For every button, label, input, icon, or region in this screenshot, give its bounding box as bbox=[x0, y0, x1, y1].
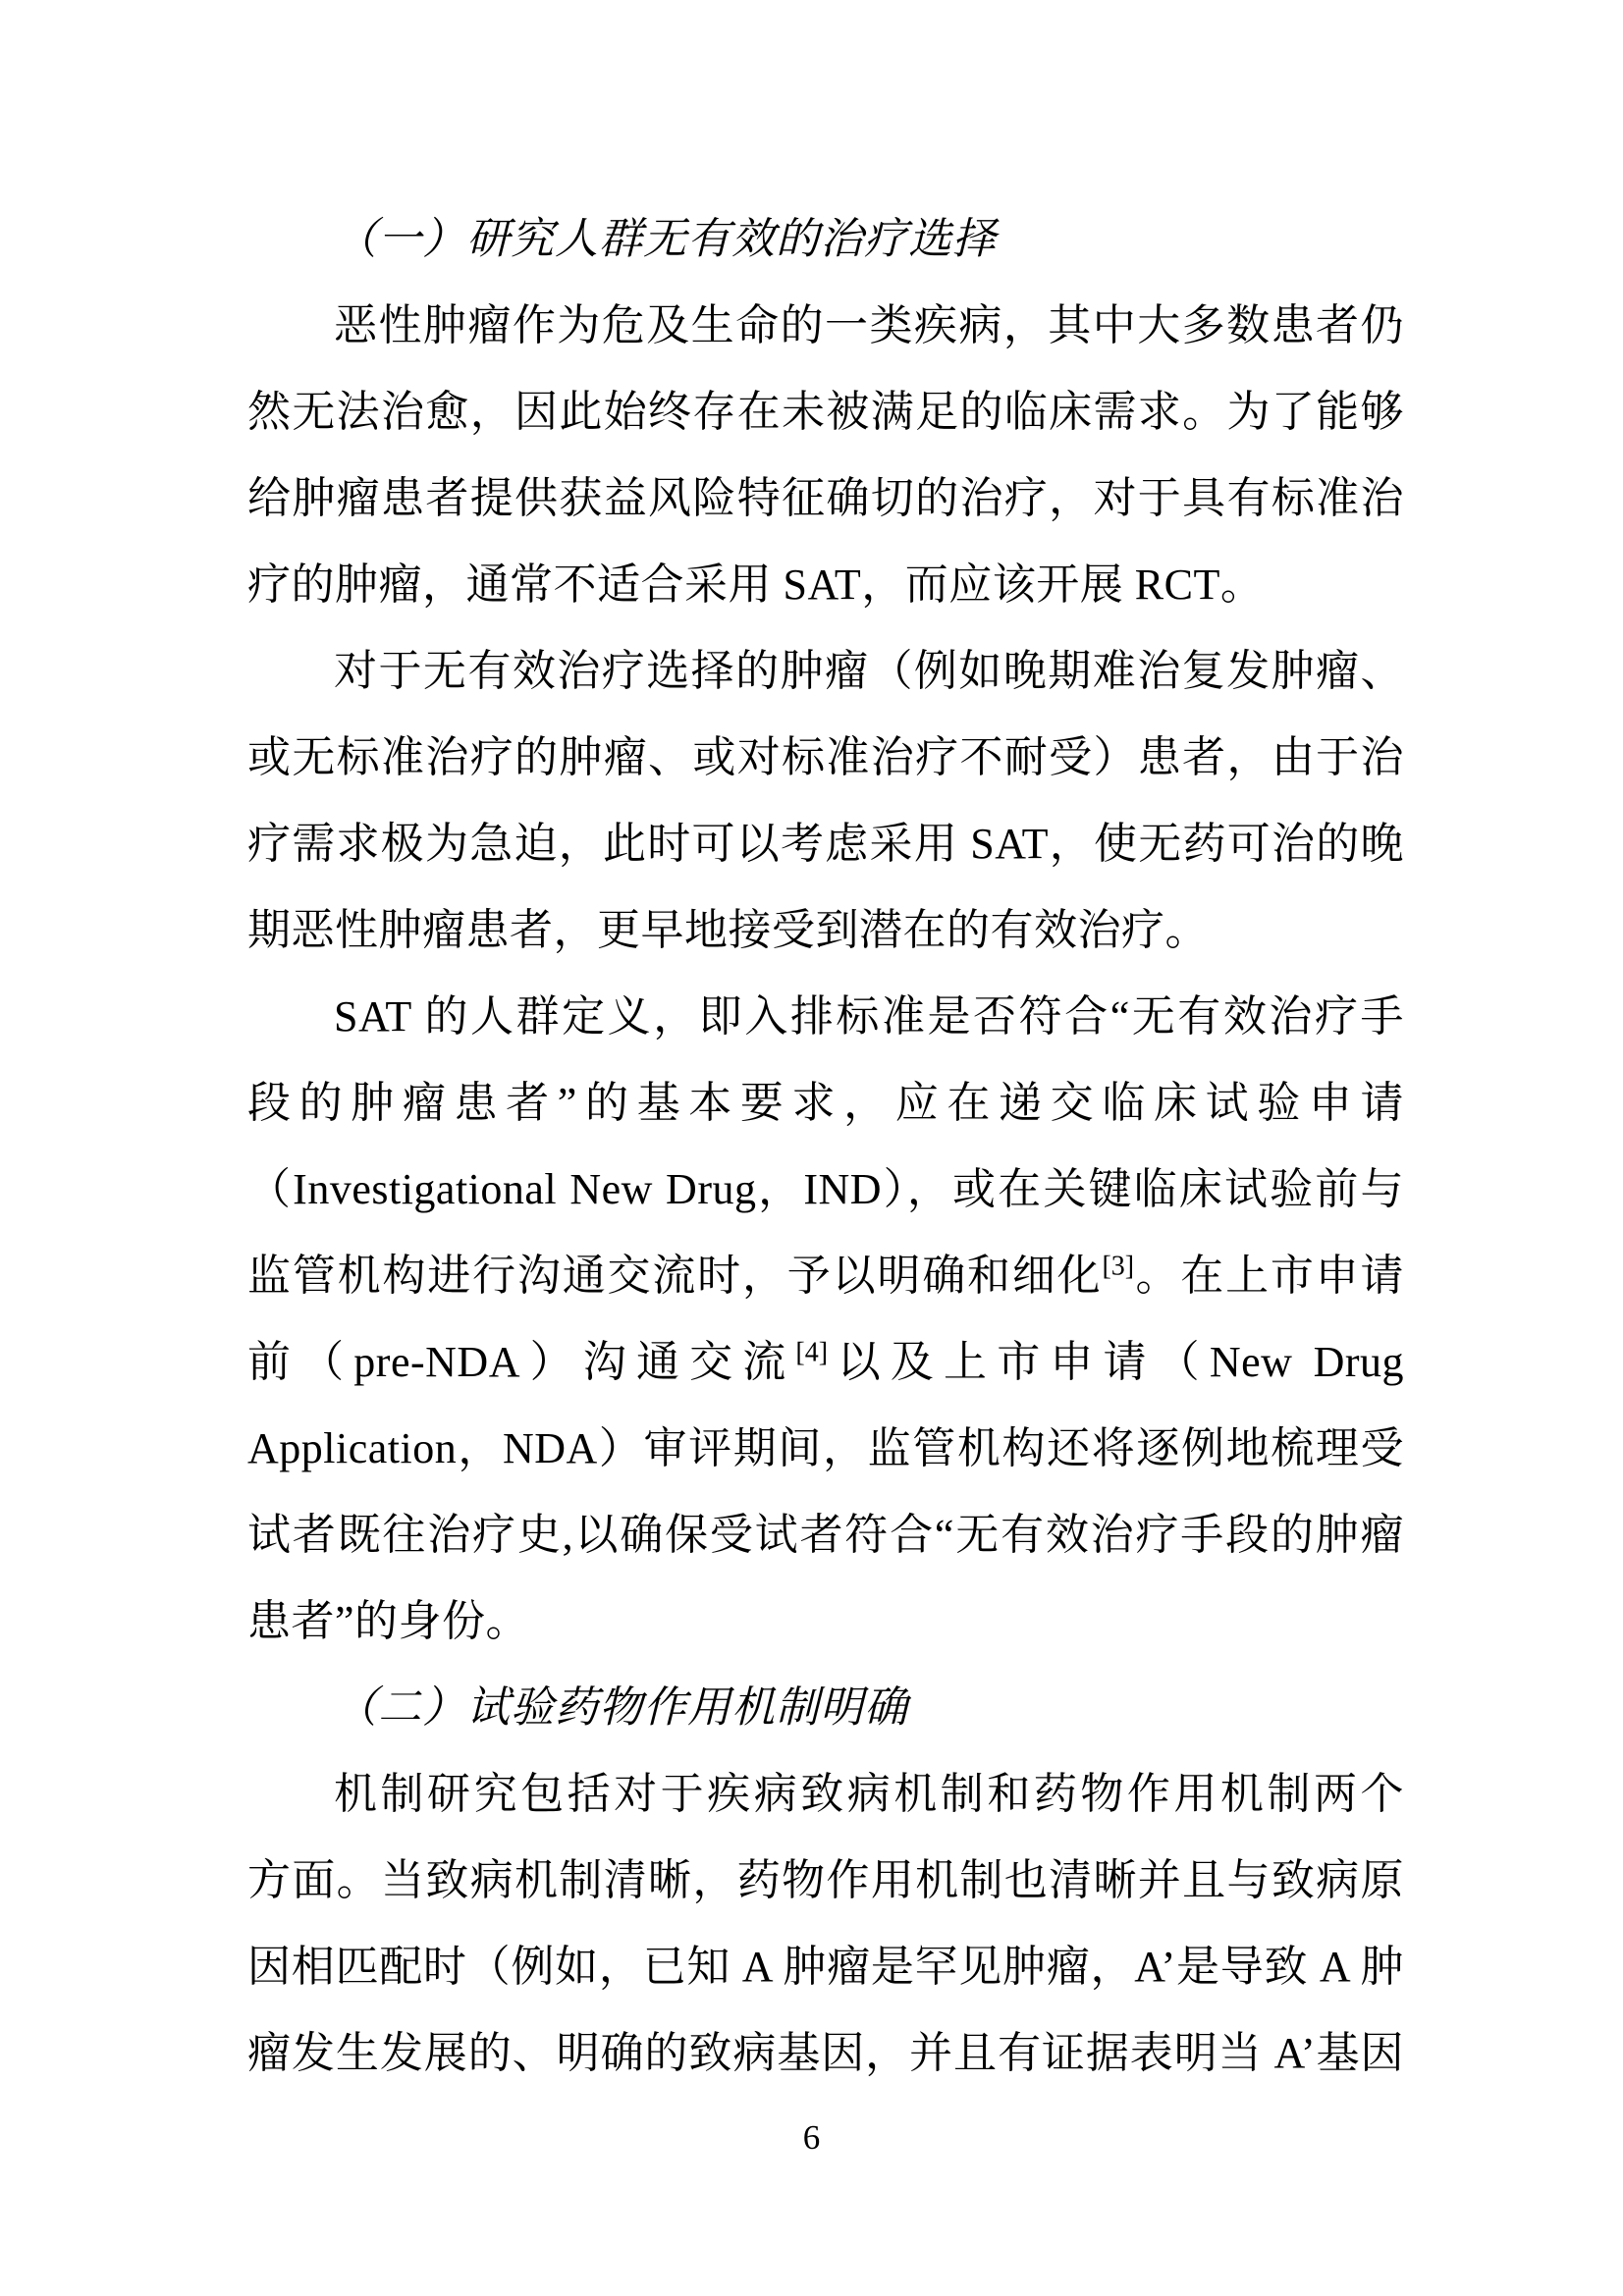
text-line: 疗需求极为急迫，此时可以考虑采用 SAT，使无药可治的晚 bbox=[247, 820, 1404, 868]
text-line: 方面。当致病机制清晰，药物作用机制也清晰并且与致病原 bbox=[247, 1856, 1404, 1904]
text-line: 然无法治愈，因此始终存在未被满足的临床需求。为了能够 bbox=[247, 388, 1404, 436]
document-content bbox=[247, 196, 1404, 2097]
footnote-reference: [4] bbox=[795, 1337, 829, 1368]
text-line: 对于无有效治疗选择的肿瘤（例如晚期难治复发肿瘤、 bbox=[334, 647, 1404, 695]
text-line: 机制研究包括对于疾病致病机制和药物作用机制两个 bbox=[334, 1770, 1404, 1818]
text-line: 监管机构进行沟通交流时，予以明确和细化[3]。在上市申请 bbox=[247, 1251, 1405, 1300]
text-line: 或无标准治疗的肿瘤、或对标准治疗不耐受）患者，由于治 bbox=[247, 733, 1404, 781]
text-line: 给肿瘤患者提供获益风险特征确切的治疗，对于具有标准治 bbox=[247, 474, 1404, 522]
section-heading: （二）试验药物作用机制明确 bbox=[334, 1683, 908, 1732]
text-line: 段的肿瘤患者”的基本要求，应在递交临床试验申请 bbox=[247, 1079, 1404, 1127]
text-line: 前（pre-NDA）沟通交流[4]以及上市申请（New Drug bbox=[247, 1337, 1404, 1386]
text-line: 期恶性肿瘤患者，更早地接受到潜在的有效治疗。 bbox=[247, 906, 1209, 954]
footnote-reference: [3] bbox=[1102, 1251, 1135, 1282]
page-footer bbox=[0, 2116, 1623, 2160]
text-line: 恶性肿瘤作为危及生命的一类疾病，其中大多数患者仍 bbox=[334, 301, 1404, 349]
text-line: Application，NDA）审评期间，监管机构还将逐例地梳理受 bbox=[247, 1424, 1404, 1472]
text-line: 瘤发生发展的、明确的致病基因，并且有证据表明当 A’基因 bbox=[247, 2029, 1404, 2077]
text-line: 患者”的身份。 bbox=[247, 1597, 530, 1645]
text-line: 因相匹配时（例如，已知 A 肿瘤是罕见肿瘤，A’是导致 A 肿 bbox=[247, 1943, 1404, 1991]
page-number: 6 bbox=[802, 2118, 821, 2157]
section-heading: （一）研究人群无有效的治疗选择 bbox=[334, 215, 997, 263]
text-line: 试者既往治疗史,以确保受试者符合“无有效治疗手段的肿瘤 bbox=[247, 1511, 1404, 1559]
text-line: 疗的肿瘤，通常不适合采用 SAT，而应该开展 RCT。 bbox=[247, 561, 1265, 609]
text-line: （Investigational New Drug，IND），或在关键临床试验前与 bbox=[247, 1165, 1404, 1213]
text-line: SAT 的人群定义，即入排标准是否符合“无有效治疗手 bbox=[334, 992, 1404, 1041]
